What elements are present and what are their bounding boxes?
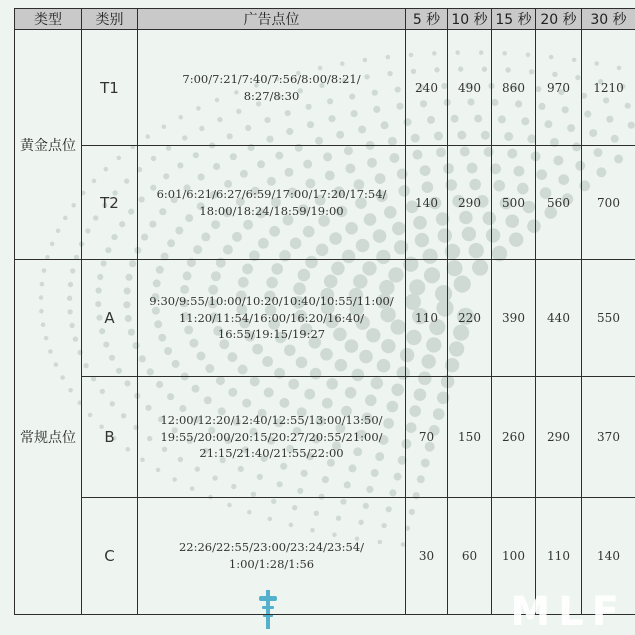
category-cell: A [82, 260, 138, 377]
category-cell: B [82, 377, 138, 498]
price-15s: 500 [492, 146, 536, 260]
price-15s: 860 [492, 30, 536, 146]
ad-rate-table [14, 8, 635, 615]
type-cell-golden: 黄金点位 [15, 30, 82, 260]
watermark-logo: MLF [510, 589, 627, 635]
time-slots-cell [138, 260, 406, 377]
category-cell: C [82, 498, 138, 615]
price-30s: 370 [582, 377, 635, 498]
header-30s: 30 秒 [582, 9, 635, 30]
time-slots-line: 11:20/11:54/16:00/16:20/16:40/ [138, 310, 405, 327]
price-5s: 240 [406, 30, 448, 146]
time-slots-line: 22:26/22:55/23:00/23:24/23:54/ [138, 539, 405, 556]
price-10s: 150 [448, 377, 492, 498]
header-type: 类型 [15, 9, 82, 30]
table-row [15, 146, 635, 260]
price-10s: 60 [448, 498, 492, 615]
price-20s: 110 [536, 498, 582, 615]
table-row [15, 30, 635, 146]
price-10s: 220 [448, 260, 492, 377]
price-30s: 550 [582, 260, 635, 377]
time-slots-cell [138, 377, 406, 498]
header-10s: 10 秒 [448, 9, 492, 30]
type-cell-regular: 常规点位 [15, 260, 82, 615]
price-5s: 30 [406, 498, 448, 615]
price-20s: 440 [536, 260, 582, 377]
table-row [15, 377, 635, 498]
price-20s: 970 [536, 30, 582, 146]
price-20s: 560 [536, 146, 582, 260]
category-cell: T1 [82, 30, 138, 146]
category-cell: T2 [82, 146, 138, 260]
time-slots-line: 21:15/21:40/21:55/22:00 [138, 445, 405, 462]
price-15s: 260 [492, 377, 536, 498]
header-slot: 广告点位 [138, 9, 406, 30]
header-20s: 20 秒 [536, 9, 582, 30]
time-slots-line: 7:00/7:21/7:40/7:56/8:00/8:21/ [138, 71, 405, 88]
price-10s: 290 [448, 146, 492, 260]
price-5s: 110 [406, 260, 448, 377]
header-category: 类别 [82, 9, 138, 30]
table-row [15, 260, 635, 377]
price-30s: 700 [582, 146, 635, 260]
price-30s: 1210 [582, 30, 635, 146]
price-15s: 390 [492, 260, 536, 377]
header-5s: 5 秒 [406, 9, 448, 30]
time-slots-line: 9:30/9:55/10:00/10:20/10:40/10:55/11:00/ [138, 293, 405, 310]
time-slots-line: 19:55/20:00/20:15/20:27/20:55/21:00/ [138, 429, 405, 446]
time-slots-cell [138, 30, 406, 146]
price-30s: 140 [582, 498, 635, 615]
price-10s: 490 [448, 30, 492, 146]
time-slots-line: 6:01/6:21/6:27/6:59/17:00/17:20/17:54/ [138, 186, 405, 203]
time-slots-line: 18:00/18:24/18:59/19:00 [138, 203, 405, 220]
header-15s: 15 秒 [492, 9, 536, 30]
price-5s: 140 [406, 146, 448, 260]
time-slots-line: 12:00/12:20/12:40/12:55/13:00/13:50/ [138, 412, 405, 429]
time-slots-line: 16:55/19:15/19:27 [138, 326, 405, 343]
price-5s: 70 [406, 377, 448, 498]
price-20s: 290 [536, 377, 582, 498]
time-slots-line: 1:00/1:28/1:56 [138, 556, 405, 573]
time-slots-cell [138, 498, 406, 615]
header-row [15, 9, 635, 30]
price-15s: 100 [492, 498, 536, 615]
time-slots-line: 8:27/8:30 [138, 88, 405, 105]
time-slots-cell [138, 146, 406, 260]
